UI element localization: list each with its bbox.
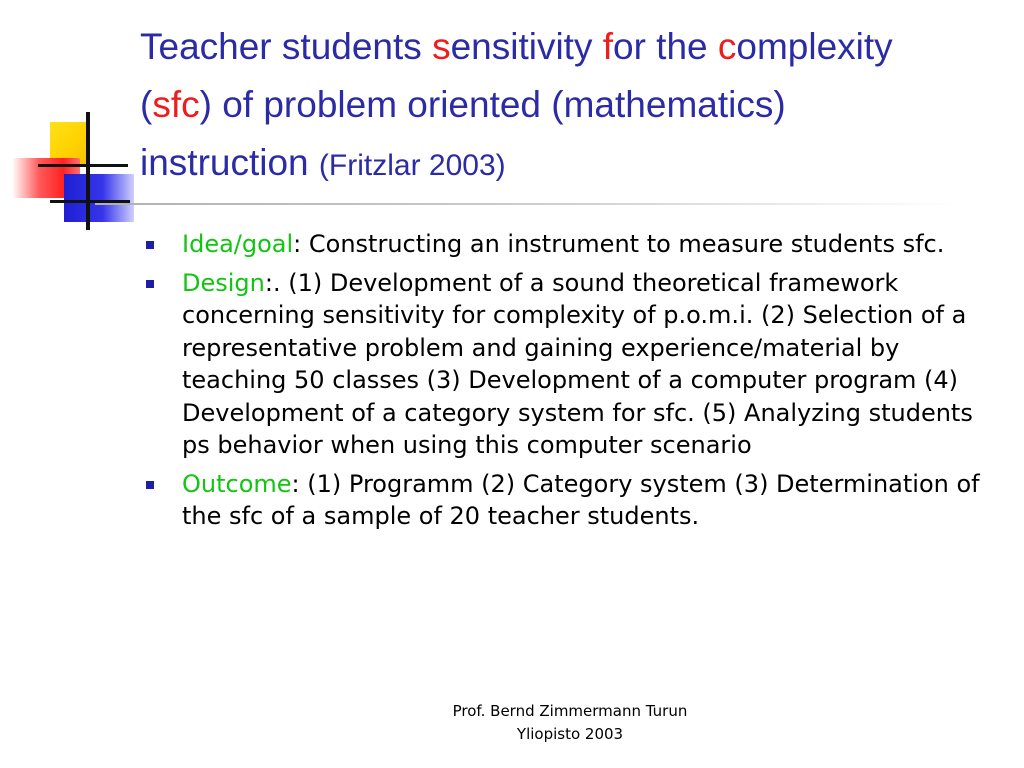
bullet-text: : Constructing an instrument to measure students sfc. [293,230,945,258]
title-part5: ) of problem oriented (mathematics) instruction [140,84,786,183]
title-highlight-f: f [602,26,613,67]
square-bullet-icon [146,280,154,288]
footer-line-2: Yliopisto 2003 [516,725,624,743]
slide-title [140,18,960,195]
bullet-item-idea-goal [142,228,1002,261]
title-part3: or the [613,26,718,67]
bullet-keyword: Idea/goal [182,230,294,258]
bullet-keyword: Design [182,268,265,297]
bullet-item-design [142,267,1002,462]
slide-footer [430,700,710,746]
bullet-text: :. (1) Development of a sound theoretical framework concerning sensitivity for complexity of p.o.m.i. (2) Selection of a representative problem and gaining experience/material by teaching 50 classes (3) Development of a computer program (4) Development of a category system for sfc. (5) Analyzing students ps behavior when using this computer scenario [182,268,973,459]
bullet-item-outcome [142,468,1002,533]
square-bullet-icon [146,241,154,249]
footer-line-1: Prof. Bernd Zimmermann Turun [452,702,688,720]
logo-vertical-line [86,112,90,230]
title-acronym: sfc [152,84,200,125]
title-part2: ensitivity [450,26,603,67]
logo-horizontal-line-top [38,164,128,167]
title-highlight-s: s [432,26,451,67]
logo-blue-square [64,174,134,222]
title-part1: Teacher students [140,26,433,67]
bullet-text: : (1) Programm (2) Category system (3) Determination of the sfc of a sample of 20 teacher students. [182,469,980,530]
title-divider [95,203,955,205]
title-part4: omplexity ( [140,26,893,125]
square-bullet-icon [146,481,154,489]
title-citation: (Fritzlar 2003) [318,149,506,182]
bullet-keyword: Outcome [182,469,292,498]
bullet-list [142,228,1002,539]
title-highlight-c: c [717,26,737,67]
